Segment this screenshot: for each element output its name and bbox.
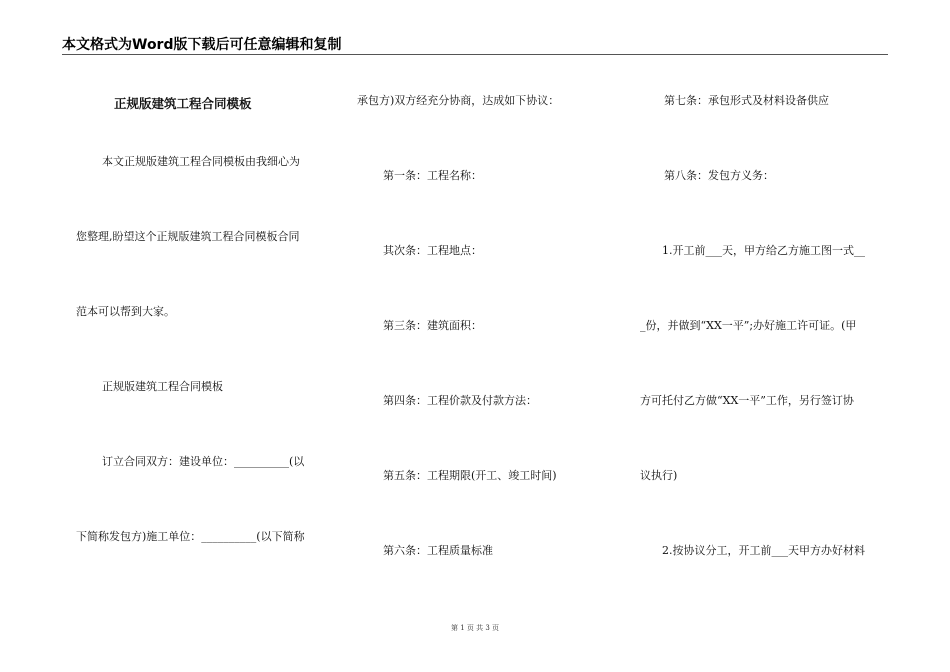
- clause-line: 第五条：工程期限(开工、竣工时间): [383, 469, 557, 482]
- clause-line: 第三条：建筑面积：: [383, 319, 482, 332]
- paragraph-line: 范本可以帮到大家。: [76, 305, 175, 318]
- page-number: 第 1 页 共 3 页: [450, 624, 500, 632]
- header-divider: [62, 54, 888, 55]
- paragraph-line: 1.开工前___天，甲方给乙方施工图一式__: [662, 244, 865, 257]
- document-title: 正规版建筑工程合同模板: [114, 96, 252, 111]
- clause-line: 第八条：发包方义务：: [664, 169, 774, 182]
- paragraph-line: 议执行): [640, 469, 678, 482]
- paragraph-line: _份，并做到“XX一平”;办好施工许可证。(甲: [640, 319, 857, 332]
- paragraph-line: 订立合同双方：建设单位：__________(以: [102, 455, 305, 468]
- clause-line: 第六条：工程质量标准: [383, 544, 493, 557]
- clause-line: 第七条：承包形式及材料设备供应: [664, 94, 829, 107]
- header-title: 本文格式为Word版下载后可任意编辑和复制: [62, 37, 342, 53]
- paragraph-line: 本文正规版建筑工程合同模板由我细心为: [102, 155, 300, 168]
- paragraph-line: 方可托付乙方做“XX一平”工作，另行签订协: [640, 394, 854, 407]
- clause-line: 第一条：工程名称：: [383, 169, 482, 182]
- paragraph-line: 2.按协议分工，开工前___天甲方办好材料: [662, 544, 865, 557]
- clause-line: 其次条：工程地点：: [383, 244, 482, 257]
- paragraph-line: 正规版建筑工程合同模板: [102, 380, 223, 393]
- clause-line: 第四条：工程价款及付款方法：: [383, 394, 537, 407]
- paragraph-line: 您整理,盼望这个正规版建筑工程合同模板合同: [76, 230, 300, 243]
- paragraph-line: 承包方)双方经充分协商，达成如下协议：: [357, 94, 560, 107]
- paragraph-line: 下简称发包方)施工单位：__________(以下简称: [76, 530, 305, 543]
